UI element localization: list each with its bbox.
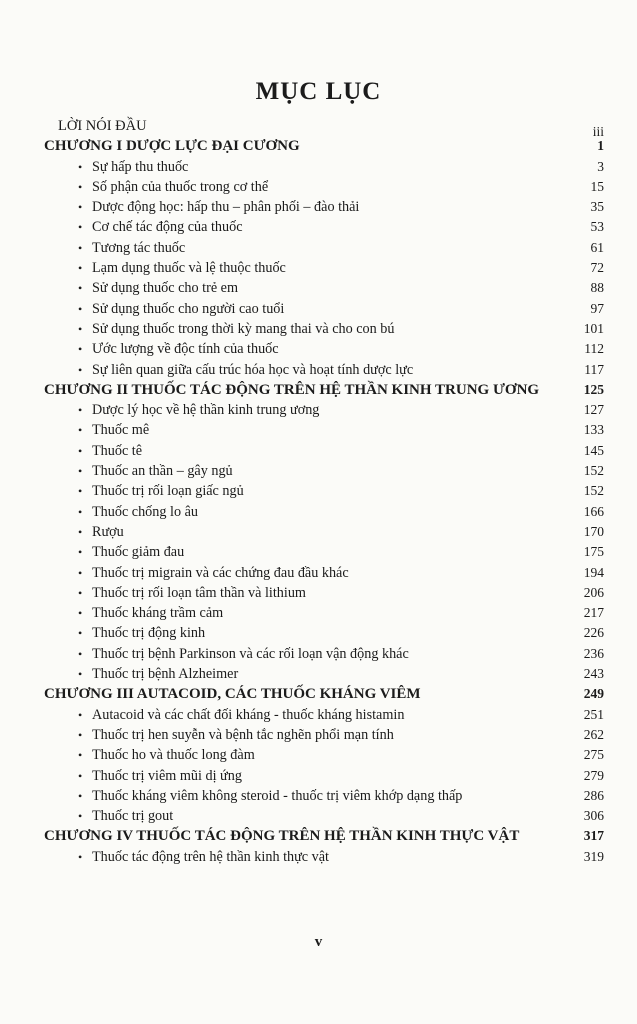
toc-preface-row xyxy=(44,116,604,139)
bullet-icon: • xyxy=(78,809,83,824)
bullet-icon: • xyxy=(78,626,83,641)
bullet-icon: • xyxy=(78,545,83,560)
toc-item-row xyxy=(44,542,604,562)
toc-item-row xyxy=(44,725,604,745)
toc-entry-title: Thuốc ho và thuốc long đàm xyxy=(92,747,255,764)
toc-entry-title: CHƯƠNG II THUỐC TÁC ĐỘNG TRÊN HỆ THẦN KINH TRUNG ƯƠNG xyxy=(44,381,540,398)
bullet-icon: • xyxy=(78,748,83,763)
page-title: MỤC LỤC xyxy=(255,78,382,105)
toc-entry-title: Sự hấp thu thuốc xyxy=(92,158,189,175)
toc-entry-title: CHƯƠNG III AUTACOID, CÁC THUỐC KHÁNG VIÊM xyxy=(44,686,421,703)
bullet-icon: • xyxy=(78,240,83,255)
toc-item-row xyxy=(44,766,604,786)
toc-entry-page: 175 xyxy=(583,544,604,560)
toc-item-row xyxy=(44,278,604,298)
toc-entry-page: 236 xyxy=(583,645,604,661)
bullet-icon: • xyxy=(78,261,83,276)
toc-entry-page: 112 xyxy=(584,341,604,357)
bullet-icon: • xyxy=(78,159,83,174)
toc-entry-title: Thuốc mê xyxy=(92,422,150,439)
toc-item-row xyxy=(44,461,604,481)
toc-entry-title: Sử dụng thuốc trong thời kỳ mang thai và cho con bú xyxy=(92,320,395,337)
toc-entry-title: Sự liên quan giữa cấu trúc hóa học và hoạt tính dược lực xyxy=(92,361,414,378)
toc-entry-title: Thuốc chống lo âu xyxy=(92,503,198,520)
toc-item-row xyxy=(44,603,604,623)
toc-entry-title: Thuốc kháng viêm không steroid - thuốc trị viêm khớp dạng thấp xyxy=(92,787,463,804)
toc-entry-title: Thuốc trị migrain và các chứng đau đầu khác xyxy=(92,564,349,581)
bullet-icon: • xyxy=(78,281,83,296)
bullet-icon: • xyxy=(78,200,83,215)
toc-entry-page: iii xyxy=(592,124,604,139)
bullet-icon: • xyxy=(78,301,83,316)
toc-item-row xyxy=(44,623,604,643)
bullet-icon: • xyxy=(78,321,83,336)
toc-item-row xyxy=(44,217,604,237)
toc-entry-title: Thuốc kháng trầm cảm xyxy=(92,605,224,622)
toc-entry-page: 3 xyxy=(597,158,604,174)
bullet-icon: • xyxy=(78,849,83,864)
bullet-icon: • xyxy=(78,768,83,783)
toc-entry-title: Tương tác thuốc xyxy=(92,239,186,256)
toc-entry-title: Thuốc an thần – gây ngủ xyxy=(92,463,233,480)
toc-entry-page: 15 xyxy=(590,178,604,194)
toc-entry-title: Thuốc trị viêm mũi dị ứng xyxy=(92,767,242,784)
toc-entry-title: Ước lượng về độc tính của thuốc xyxy=(92,341,279,358)
toc-chapter-row xyxy=(44,826,604,846)
toc-item-row xyxy=(44,400,604,420)
bullet-icon: • xyxy=(78,220,83,235)
page-number: v xyxy=(314,934,323,950)
toc-entry-title: Thuốc trị động kinh xyxy=(92,625,206,642)
toc-item-row xyxy=(44,745,604,765)
toc-entry-page: 117 xyxy=(584,361,604,377)
toc-item-row xyxy=(44,177,604,197)
toc-entry-title: Thuốc tác động trên hệ thần kinh thực vật xyxy=(92,848,329,865)
toc-entry-page: 166 xyxy=(583,503,604,519)
toc-entry-page: 275 xyxy=(583,747,604,763)
toc-entry-title: Cơ chế tác động của thuốc xyxy=(92,219,243,236)
toc-entry-page: 101 xyxy=(583,320,604,336)
toc-entry-title: Thuốc trị gout xyxy=(92,808,174,825)
bullet-icon: • xyxy=(78,565,83,580)
toc-item-row xyxy=(44,420,604,440)
toc-entry-page: 127 xyxy=(583,402,604,418)
toc-item-row xyxy=(44,238,604,258)
toc-entry-page: 251 xyxy=(583,706,604,722)
toc-item-row xyxy=(44,806,604,826)
bullet-icon: • xyxy=(78,707,83,722)
bullet-icon: • xyxy=(78,362,83,377)
toc-entry-title: Autacoid và các chất đối kháng - thuốc kháng histamin xyxy=(92,706,405,723)
toc-item-row xyxy=(44,339,604,359)
toc-item-row xyxy=(44,299,604,319)
toc-item-row xyxy=(44,502,604,522)
toc-entry-title: Dược lý học về hệ thần kinh trung ương xyxy=(92,402,320,419)
bullet-icon: • xyxy=(78,585,83,600)
toc-entry-title: Thuốc trị rối loạn tâm thần và lithium xyxy=(92,584,306,601)
toc-entry-page: 1 xyxy=(597,138,604,154)
bullet-icon: • xyxy=(78,524,83,539)
toc-entry-page: 226 xyxy=(583,625,604,641)
table-of-contents xyxy=(44,116,604,867)
toc-item-row xyxy=(44,441,604,461)
bullet-icon: • xyxy=(78,443,83,458)
toc-entry-page: 152 xyxy=(583,463,604,479)
toc-entry-page: 243 xyxy=(583,666,604,682)
toc-item-row xyxy=(44,644,604,664)
toc-item-row xyxy=(44,563,604,583)
toc-entry-title: Thuốc trị bệnh Alzheimer xyxy=(92,666,239,683)
bullet-icon: • xyxy=(78,727,83,742)
toc-entry-page: 279 xyxy=(583,767,604,783)
toc-entry-page: 125 xyxy=(583,381,604,397)
toc-entry-page: 286 xyxy=(583,787,604,803)
toc-item-row xyxy=(44,258,604,278)
toc-entry-title: Dược động học: hấp thu – phân phối – đào thải xyxy=(92,199,360,216)
toc-entry-title: LỜI NÓI ĐẦU xyxy=(58,118,147,134)
toc-entry-title: Sử dụng thuốc cho trẻ em xyxy=(92,280,238,297)
toc-chapter-row xyxy=(44,136,604,156)
bullet-icon: • xyxy=(78,484,83,499)
toc-entry-page: 53 xyxy=(590,219,604,235)
toc-entry-page: 97 xyxy=(590,300,604,316)
toc-entry-page: 206 xyxy=(583,584,604,600)
bullet-icon: • xyxy=(78,179,83,194)
toc-entry-page: 61 xyxy=(590,239,604,255)
toc-entry-page: 217 xyxy=(583,605,604,621)
toc-entry-page: 249 xyxy=(583,686,604,702)
toc-entry-title: Sử dụng thuốc cho người cao tuổi xyxy=(92,300,285,317)
toc-entry-page: 194 xyxy=(583,564,604,580)
toc-entry-title: Số phận của thuốc trong cơ thể xyxy=(92,178,269,195)
toc-chapter-row xyxy=(44,380,604,400)
toc-entry-page: 319 xyxy=(583,848,604,864)
toc-item-row xyxy=(44,360,604,380)
toc-item-row xyxy=(44,664,604,684)
toc-chapter-row xyxy=(44,684,604,704)
toc-entry-page: 262 xyxy=(583,726,604,742)
bullet-icon: • xyxy=(78,423,83,438)
toc-entry-title: CHƯƠNG I DƯỢC LỰC ĐẠI CƯƠNG xyxy=(44,138,300,155)
toc-entry-title: Thuốc trị rối loạn giấc ngủ xyxy=(92,483,244,500)
toc-entry-title: Thuốc trị hen suyễn và bệnh tắc nghẽn phổi mạn tính xyxy=(92,726,394,743)
toc-entry-page: 72 xyxy=(590,260,604,276)
toc-item-row xyxy=(44,705,604,725)
bullet-icon: • xyxy=(78,464,83,479)
bullet-icon: • xyxy=(78,342,83,357)
toc-item-row xyxy=(44,522,604,542)
toc-entry-page: 170 xyxy=(583,523,604,539)
toc-entry-title: Thuốc trị bệnh Parkinson và các rối loạn vận động khác xyxy=(92,645,409,662)
bullet-icon: • xyxy=(78,788,83,803)
toc-item-row xyxy=(44,481,604,501)
bullet-icon: • xyxy=(78,646,83,661)
toc-item-row xyxy=(44,197,604,217)
bullet-icon: • xyxy=(78,667,83,682)
toc-entry-page: 35 xyxy=(590,199,604,215)
toc-entry-title: Thuốc tê xyxy=(92,442,143,459)
toc-entry-page: 306 xyxy=(583,808,604,824)
toc-entry-page: 88 xyxy=(590,280,604,296)
bullet-icon: • xyxy=(78,403,83,418)
toc-item-row xyxy=(44,847,604,867)
toc-item-row xyxy=(44,157,604,177)
toc-entry-page: 152 xyxy=(583,483,604,499)
toc-entry-page: 133 xyxy=(583,422,604,438)
toc-entry-page: 145 xyxy=(583,442,604,458)
toc-entry-title: Lạm dụng thuốc và lệ thuộc thuốc xyxy=(92,260,286,277)
toc-entry-page: 317 xyxy=(583,828,604,844)
toc-entry-title: Thuốc giảm đau xyxy=(92,544,185,561)
toc-item-row xyxy=(44,786,604,806)
bullet-icon: • xyxy=(78,606,83,621)
toc-item-row xyxy=(44,583,604,603)
toc-entry-title: Rượu xyxy=(92,523,124,540)
toc-item-row xyxy=(44,319,604,339)
toc-entry-title: CHƯƠNG IV THUỐC TÁC ĐỘNG TRÊN HỆ THẦN KINH THỰC VẬT xyxy=(44,828,520,845)
bullet-icon: • xyxy=(78,504,83,519)
